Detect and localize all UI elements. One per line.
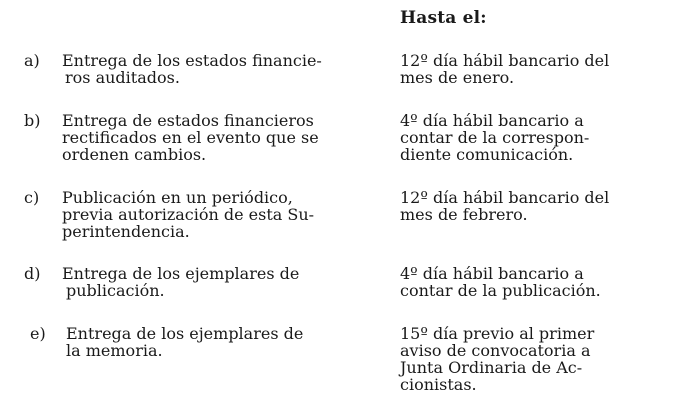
deadline-line: contar de la publicación. [400, 281, 601, 300]
task-line: perintendencia. [62, 222, 190, 241]
deadline-line: contar de la correspon- [400, 128, 590, 147]
deadline-description [400, 325, 690, 393]
task-line: Entrega de estados financieros [62, 111, 314, 130]
deadline-line: Junta Ordinaria de Ac- [400, 358, 583, 377]
task-line: rectificados en el evento que se [62, 128, 319, 147]
task-line: previa autorización de esta Su- [62, 205, 315, 224]
item-letter: c) [24, 188, 40, 207]
task-line: ordenen cambios. [62, 145, 207, 164]
deadline-description [400, 189, 690, 223]
task-description [62, 52, 362, 86]
deadline-line: aviso de convocatoria a [400, 341, 591, 360]
deadline-column-header: Hasta el: [400, 8, 487, 28]
task-line: la memoria. [66, 341, 163, 360]
task-description [62, 189, 362, 240]
deadline-line: 4º día hábil bancario a [400, 264, 584, 283]
deadline-description [400, 112, 690, 163]
task-description [66, 325, 366, 359]
deadline-line: 12º día hábil bancario del [400, 51, 610, 70]
deadline-line: cionistas. [400, 375, 477, 394]
item-letter: b) [24, 111, 41, 130]
item-letter: d) [24, 264, 41, 283]
task-line: Entrega de los ejemplares de [66, 324, 304, 343]
task-description [62, 112, 362, 163]
deadline-line: 15º día previo al primer [400, 324, 595, 343]
task-line: Publicación en un periódico, [62, 188, 293, 207]
deadline-line: 4º día hábil bancario a [400, 111, 584, 130]
deadline-line: mes de enero. [400, 68, 515, 87]
task-line: Entrega de los estados financie- [62, 51, 322, 70]
task-line: Entrega de los ejemplares de [62, 264, 300, 283]
deadline-line: 12º día hábil bancario del [400, 188, 610, 207]
task-line: publicación. [66, 281, 165, 300]
deadline-line: diente comunicación. [400, 145, 574, 164]
item-letter: e) [30, 324, 46, 343]
item-letter: a) [24, 51, 40, 70]
task-description [62, 265, 362, 299]
task-line: ros auditados. [65, 68, 180, 87]
deadline-description [400, 52, 690, 86]
deadline-line: mes de febrero. [400, 205, 528, 224]
deadline-description [400, 265, 690, 299]
